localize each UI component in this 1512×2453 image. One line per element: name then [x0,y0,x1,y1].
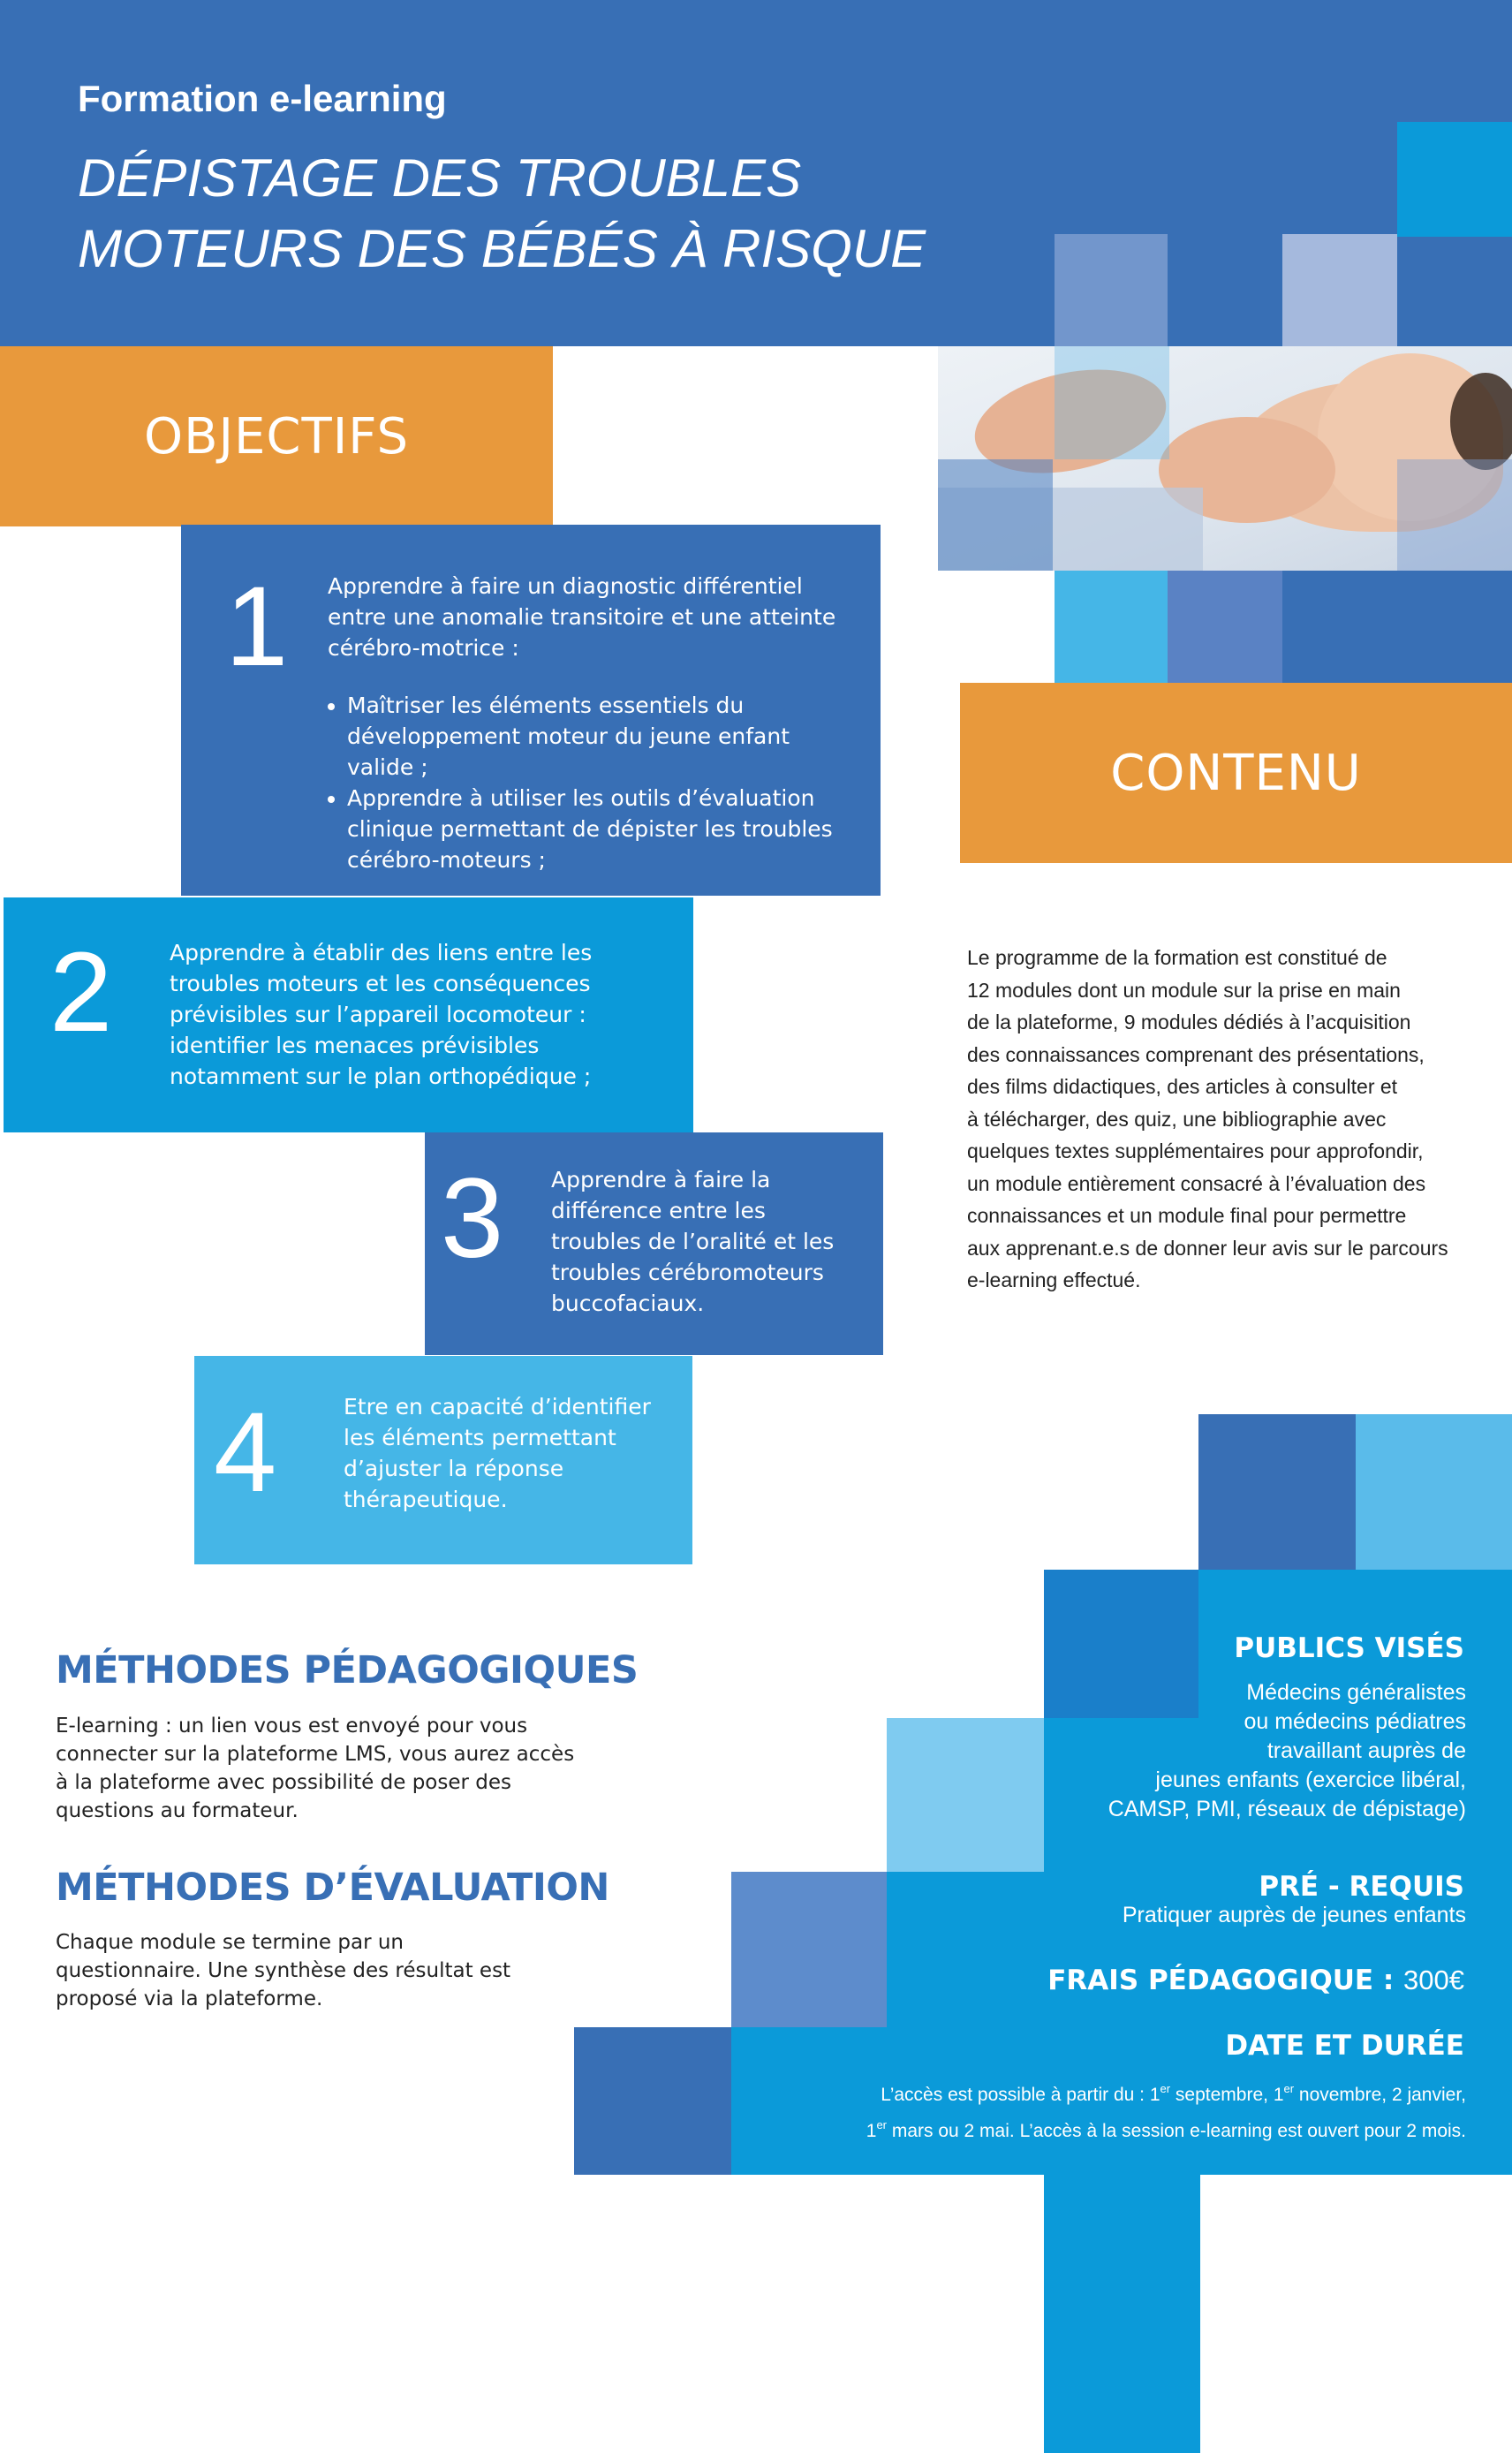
deco-square [938,459,1053,571]
objective-number: 2 [49,929,113,1056]
date-title: DATE ET DURÉE [1225,2030,1464,2062]
objective-number: 3 [441,1155,504,1282]
objective-text: Apprendre à faire un diagnostic différentiel entre une anomalie transitoire et une atteinte cérébro-motrice : • Maîtriser les éléments essentiels du développement moteur du jeune enfant valide ; • Apprendre à utiliser les outils d’évaluation clinique permettant de dépister les troubles cérébro-moteurs ; [328,571,858,875]
deco-square [1282,571,1512,684]
contenu-text: Le programme de la formation est constitué de 12 modules dont un module sur la prise en main de la plateforme, 9 modules dédiés à l’acquisition des connaissances comprenant des présentations, des films didactiques, des articles à consulter et à télécharger, des quiz, une bibliographie avec quelques textes supplémentaires pour approfondir, un module entièrement consacré à l’évaluation des connaissances et un module final pour permettre aux apprenant.e.s de donner leur avis sur le parcours e-learning effectué. [967,946,1448,1291]
deco-square [1168,571,1282,684]
objective-1 [181,525,881,896]
contenu-banner: CONTENU [960,683,1512,863]
deco-square [1055,234,1168,349]
deco-square [1055,346,1169,459]
objective-number: 1 [225,564,289,690]
deco-square [1356,1414,1512,1570]
date-text: L’accès est possible à partir du : 1er septembre, 1er novembre, 2 janvier, 1er mars ou 2 mai. L’accès à la session e-learning est ouvert pour 2 mois. [866,2082,1466,2141]
frais-pedagogique: FRAIS PÉDAGOGIQUE : 300€ [1047,1965,1464,1996]
publics-title: PUBLICS VISÉS [1234,1632,1464,1664]
header-kicker: Formation e-learning [78,78,447,119]
methodes-evaluation-title: MÉTHODES D’ÉVALUATION [56,1866,609,1910]
objective-text: Etre en capacité d’identifier les éléments permettant d’ajuster la réponse thérapeutique. [344,1394,651,1512]
objective-text: Apprendre à faire la différence entre les troubles de l’oralité et les troubles cérébromoteurs buccofaciaux. [551,1167,835,1316]
deco-square [1397,459,1512,571]
objective-2 [4,897,693,1132]
methodes-pedagogiques-text: E-learning : un lien vous est envoyé pour vous connecter sur la plateforme LMS, vous aurez accès à la plateforme avec possibilité de poser des questions au formateur. [56,1715,575,1822]
list-item: • Maîtriser les éléments essentiels du développement moteur du jeune enfant valide ; [347,690,858,783]
deco-square [1397,122,1512,237]
objective-number: 4 [214,1389,277,1516]
methodes-evaluation-text: Chaque module se termine par un questionnaire. Une synthèse des résultat est proposé via la plateforme. [56,1931,511,2010]
prerequis-title: PRÉ - REQUIS [1259,1871,1464,1903]
deco-square [574,2027,731,2175]
objective-4 [194,1356,692,1564]
header-title: DÉPISTAGE DES TROUBLES MOTEURS DES BÉBÉS À RISQUE [78,148,926,278]
deco-square [1282,234,1397,349]
publics-text: Médecins généralistes ou médecins pédiatres travaillant auprès de jeunes enfants (exercice libéral, CAMSP, PMI, réseaux de dépistage) [1108,1680,1466,1821]
objective-text: Apprendre à établir des liens entre les troubles moteurs et les conséquences prévisibles sur l’appareil locomoteur : identifier les menaces prévisibles notamment sur le plan orthopédique ; [170,940,593,1089]
frais-value: 300€ [1403,1965,1464,1995]
objective-bullets [328,690,858,875]
methodes-pedagogiques-title: MÉTHODES PÉDAGOGIQUES [56,1648,639,1692]
objective-3 [425,1132,883,1355]
deco-square [1198,1414,1356,1570]
deco-square [1055,571,1168,684]
list-item: • Apprendre à utiliser les outils d’évaluation clinique permettant de dépister les troubles cérébro-moteurs ; [347,783,858,875]
deco-square [731,1872,887,2027]
objectifs-banner: OBJECTIFS [0,346,553,526]
prerequis-text: Pratiquer auprès de jeunes enfants [1122,1903,1466,1927]
